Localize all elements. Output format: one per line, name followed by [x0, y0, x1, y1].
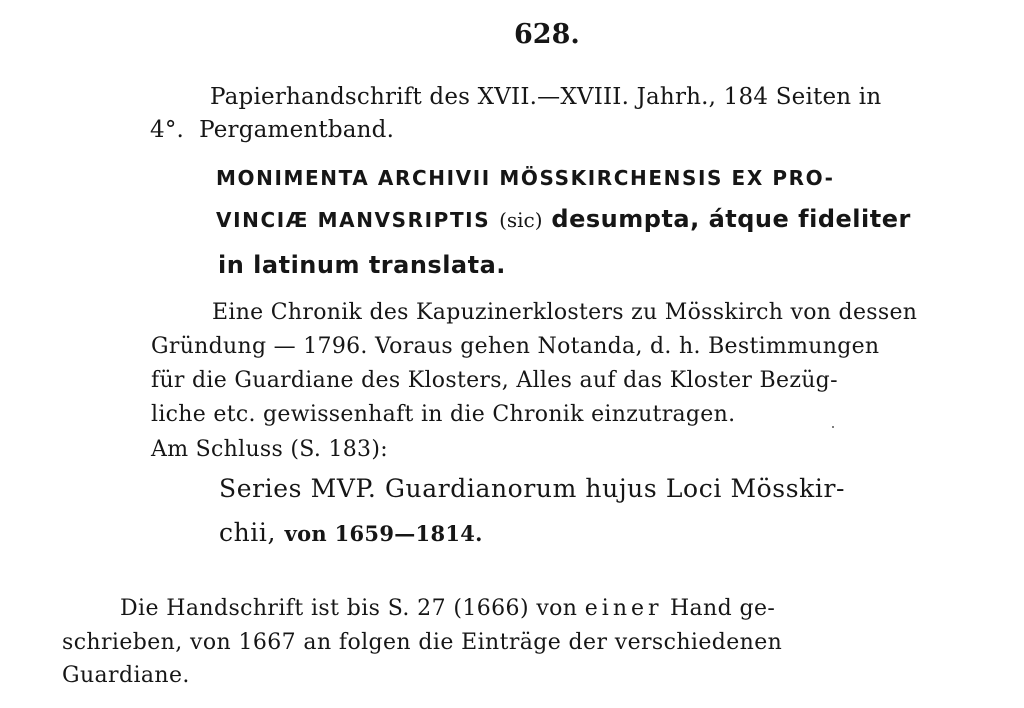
year-range: von 1659—1814.: [284, 521, 483, 546]
title-line-2: [216, 205, 911, 233]
body-line-3: für die Guardiane des Klosters, Alles auf das Kloster Bezüg-: [151, 368, 838, 393]
note-line-3: Guardiane.: [62, 663, 190, 688]
stray-dot: [832, 426, 834, 428]
description-line-1: Papierhandschrift des XVII.—XVIII. Jahrh., 184 Seiten in: [210, 84, 882, 110]
note-emphasis: einer: [584, 596, 663, 621]
body-line-2: Gründung — 1796. Voraus gehen Notanda, d. h. Bestimmungen: [151, 334, 880, 359]
note-line-1b: Hand ge-: [669, 596, 776, 621]
body-line-4: liche etc. gewissenhaft in die Chronik einzutragen.: [151, 402, 736, 427]
note-line-2: schrieben, von 1667 an folgen die Einträge der verschiedenen: [62, 630, 783, 655]
sic-note: (sic): [499, 208, 543, 232]
quote-word: chii,: [219, 518, 277, 547]
title-caps: VINCIÆ MANVSRIPTIS: [216, 208, 491, 232]
quote-line-2: [219, 518, 483, 547]
body-line-5: Am Schluss (S. 183):: [151, 437, 388, 462]
format-label: 4°.: [150, 117, 185, 143]
page-number: 628.: [514, 19, 580, 50]
title-line-1-text: MONIMENTA ARCHIVII MÖSSKIRCHENSIS EX PRO-: [216, 166, 835, 190]
note-line-1a: Die Handschrift ist bis S. 27 (1666) von: [120, 596, 578, 621]
title-line-3: in latinum translata.: [218, 251, 506, 279]
binding-label: Pergamentband.: [199, 117, 395, 143]
quote-line-1: Series MVP. Guardianorum hujus Loci Mösskir-: [219, 474, 846, 503]
title-rest: desumpta, átque fideliter: [551, 205, 911, 233]
note-line-1: [120, 596, 775, 621]
description-line-2: [150, 117, 394, 143]
title-line-1: [216, 163, 835, 191]
body-line-1: Eine Chronik des Kapuzinerklosters zu Mösskirch von dessen: [212, 300, 918, 325]
